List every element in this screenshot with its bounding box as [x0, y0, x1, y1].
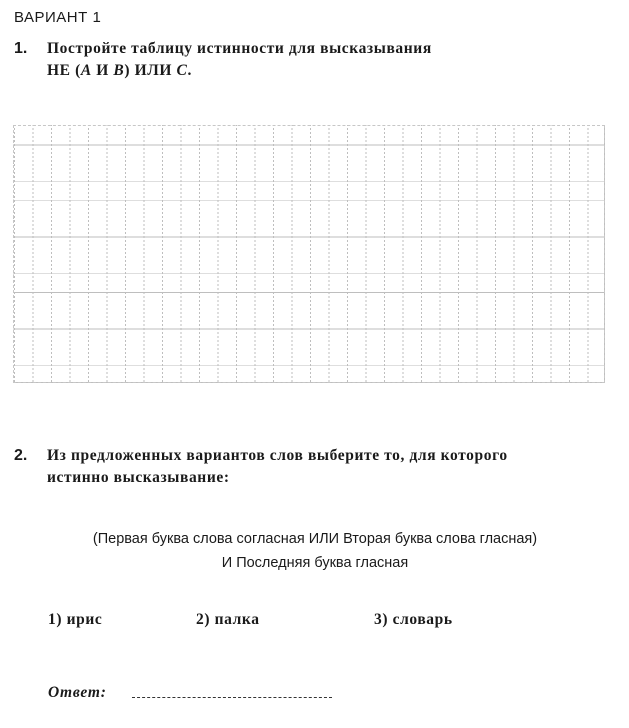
task-1-expression: НЕ (А И В) ИЛИ С. — [47, 62, 192, 79]
truth-table-grid[interactable] — [13, 125, 605, 383]
answer-label: Ответ: — [48, 684, 107, 701]
condition-line-2: И Последняя буква гласная — [221, 555, 409, 571]
task-1-text — [47, 38, 432, 82]
option-1[interactable]: 1) ирис — [48, 611, 103, 628]
task-1-number: 1. — [14, 40, 28, 57]
task-2-line-2: истинно высказывание: — [47, 469, 230, 486]
task-2-condition — [20, 527, 610, 575]
option-2[interactable]: 2) палка — [196, 611, 260, 628]
task-2-number: 2. — [14, 447, 28, 464]
variant-title: ВАРИАНТ 1 — [14, 9, 102, 26]
task-2-text — [47, 445, 508, 489]
task-2-line-1: Из предложенных вариантов слов выберите то, для которого — [47, 447, 508, 464]
option-3[interactable]: 3) словарь — [374, 611, 453, 628]
condition-line-1: (Первая буква слова согласная ИЛИ Вторая буква слова гласная) — [92, 531, 538, 547]
answer-field[interactable] — [132, 697, 332, 698]
task-1-line-1: Постройте таблицу истинности для высказывания — [47, 40, 432, 57]
